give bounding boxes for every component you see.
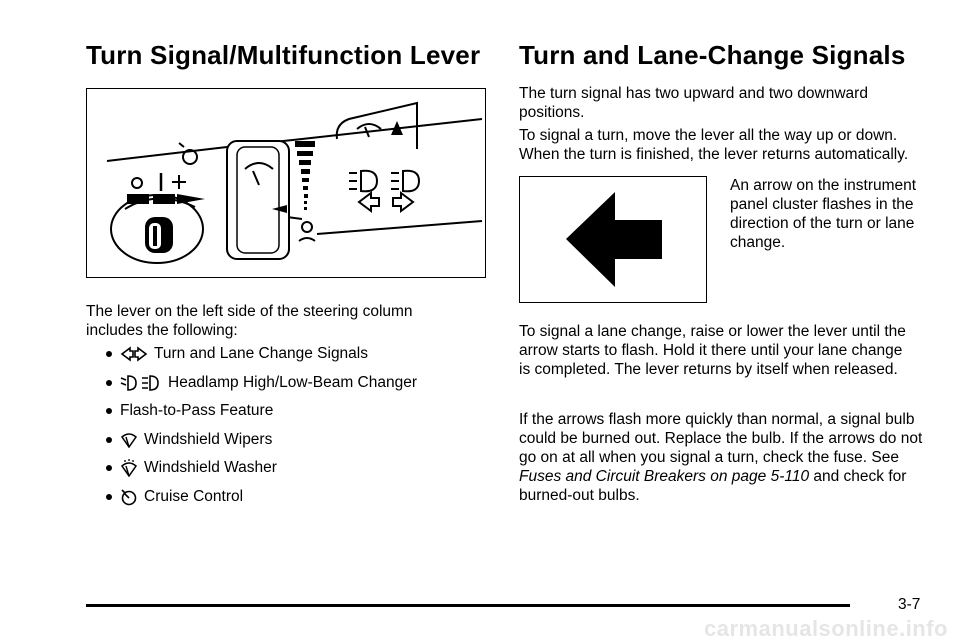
arrow-caption-text: An arrow on the instrument panel cluster flashes in the direction of the turn or lane change. xyxy=(730,177,917,251)
lane-change-text: To signal a lane change, raise or lower the lever until the arrow starts to flash. Hold it there until your lane change is completed. The lever returns by itself when released. xyxy=(519,323,906,378)
burned-bulb-text-end: and check for burned-out bulbs. xyxy=(519,468,907,504)
bullet xyxy=(106,494,112,500)
feature-label: Turn and Lane Change Signals xyxy=(154,345,368,363)
section-heading-lever: Turn Signal/Multifunction Lever xyxy=(86,40,481,70)
signal-positions-text: The turn signal has two upward and two downward positions. xyxy=(519,85,868,121)
bullet xyxy=(106,437,112,443)
turn-arrows-icon xyxy=(120,346,148,362)
bullet xyxy=(106,465,112,471)
burned-bulb-text xyxy=(519,410,929,505)
wiper-icon xyxy=(120,432,138,448)
left-arrow-icon xyxy=(520,177,705,301)
lever-illustration xyxy=(86,88,486,278)
list-item xyxy=(106,369,417,398)
signal-turn-text: To signal a turn, move the lever all the way up or down. When the turn is finished, the lever returns automatically. xyxy=(519,127,909,163)
bullet xyxy=(106,380,112,386)
list-item xyxy=(106,397,417,426)
section-heading-signals: Turn and Lane-Change Signals xyxy=(519,40,906,70)
page-number: 3-7 xyxy=(898,596,921,613)
feature-label: Windshield Washer xyxy=(144,459,277,477)
feature-label: Windshield Wipers xyxy=(144,430,273,448)
footer-rule xyxy=(86,604,850,607)
watermark xyxy=(0,616,960,640)
feature-label: Cruise Control xyxy=(144,487,244,505)
cruise-control-icon xyxy=(120,488,138,506)
feature-label: Headlamp High/Low-Beam Changer xyxy=(168,373,417,391)
fuses-reference-link[interactable]: Fuses and Circuit Breakers on page 5-110 xyxy=(519,468,810,485)
lever-drawing-icon xyxy=(87,89,486,278)
list-item xyxy=(106,340,417,369)
bullet xyxy=(106,408,112,414)
burned-bulb-text-start: If the arrows flash more quickly than normal, a signal bulb could be burned out. Replace the bulb. If the arrows do not go on at all when you signal a turn, check the fuse. See xyxy=(519,411,923,466)
bullet xyxy=(106,351,112,357)
washer-icon xyxy=(120,459,138,477)
headlamp-beam-icon xyxy=(120,374,162,392)
list-item xyxy=(106,483,417,512)
feature-label: Flash-to-Pass Feature xyxy=(120,402,274,420)
watermark-text: carmanualsonline.info xyxy=(704,616,948,641)
list-item xyxy=(106,454,417,483)
lever-intro-text: The lever on the left side of the steering column includes the following: xyxy=(86,303,413,339)
feature-list xyxy=(106,340,417,511)
turn-arrow-figure xyxy=(519,176,707,303)
list-item xyxy=(106,426,417,455)
